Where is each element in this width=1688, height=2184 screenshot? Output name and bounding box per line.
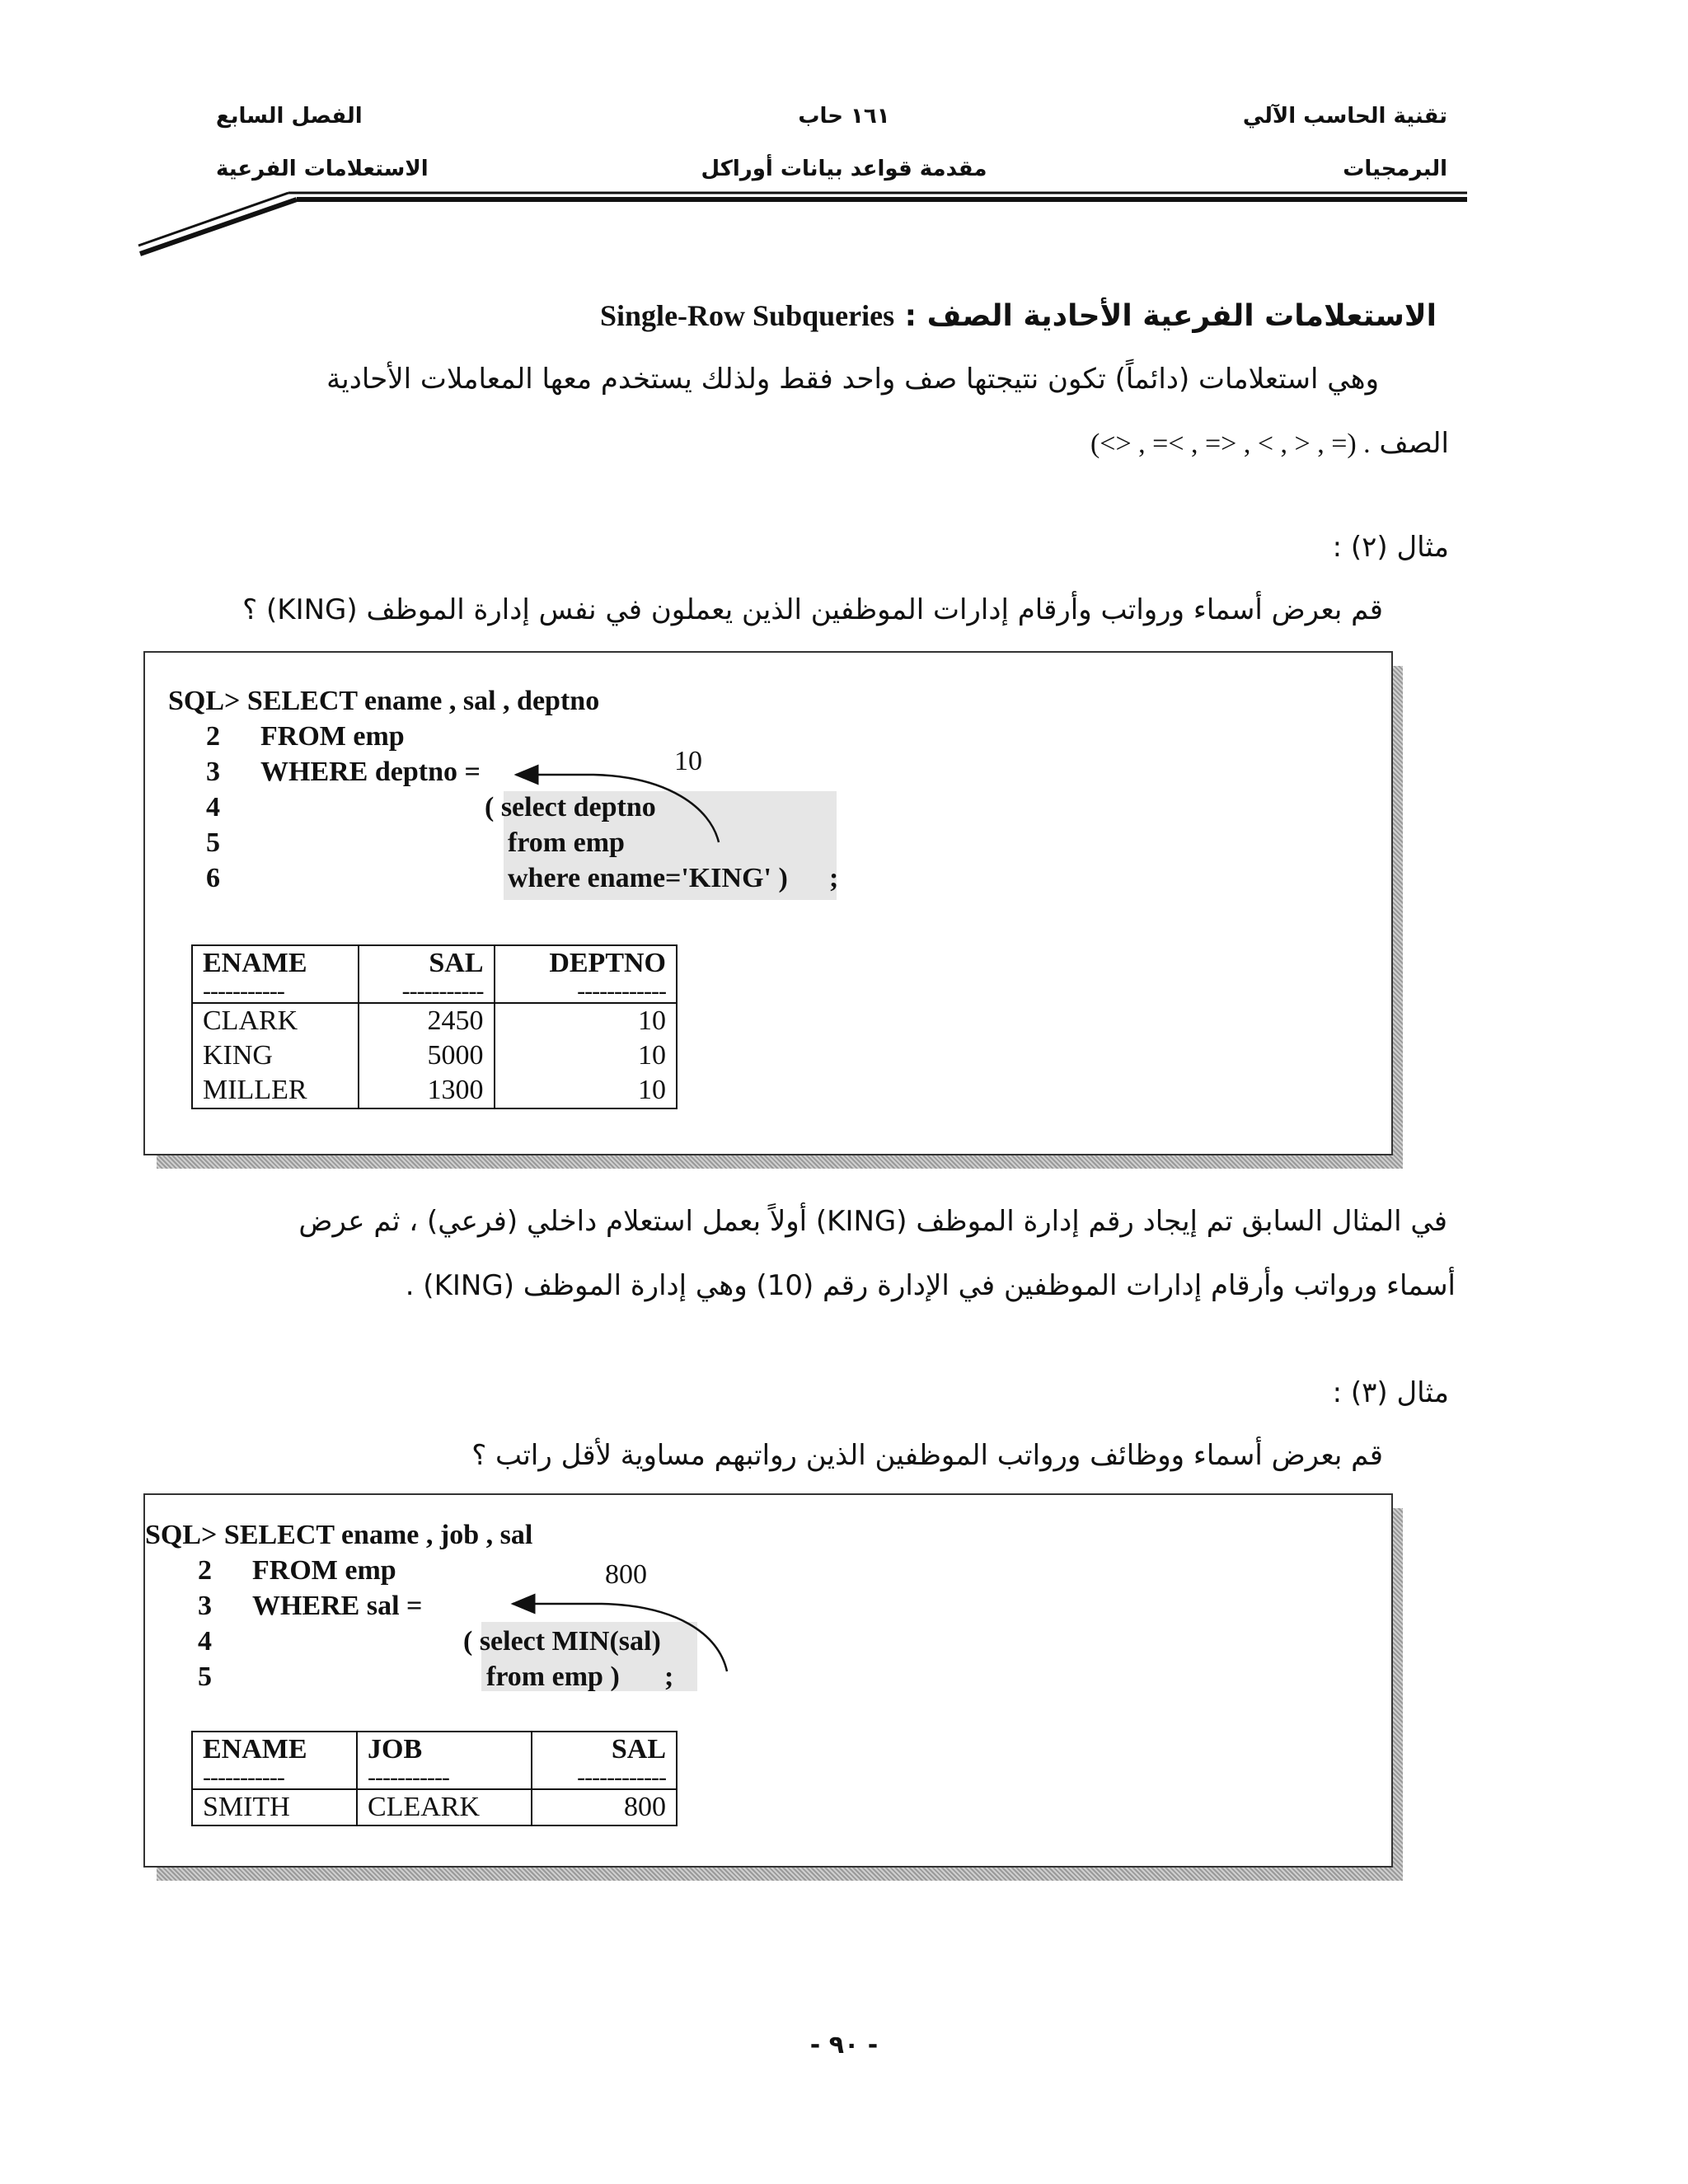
- code-2-num-2: 2: [198, 1555, 212, 1586]
- col-header-ename: ENAME: [192, 945, 359, 981]
- code-2-line-1: SQL> SELECT ename , job , sal: [145, 1520, 533, 1550]
- col-header-sal: SAL: [359, 945, 495, 981]
- code-2-num-5: 5: [198, 1661, 212, 1692]
- example-3-label: مثال (٣) :: [1332, 1376, 1449, 1409]
- code-1-num-3: 3: [206, 757, 220, 787]
- section-title: [600, 298, 1437, 333]
- section-title-en: Single-Row Subqueries: [600, 299, 895, 332]
- code-1-num-5: 5: [206, 827, 220, 858]
- section-title-separator: :: [904, 299, 917, 333]
- intro-operators: (<> , =< , => , < , > , =) .: [1090, 429, 1371, 459]
- col-header-ename: ENAME: [192, 1732, 357, 1767]
- code-1-num-2: 2: [206, 721, 220, 752]
- header-department: البرمجيات: [1343, 157, 1447, 181]
- table-header-row: [192, 945, 677, 981]
- code-2-line-3: WHERE sal =: [252, 1591, 423, 1621]
- code-2-num-4: 4: [198, 1626, 212, 1657]
- code-1-num-4: 4: [206, 792, 220, 823]
- header-chapter: الفصل السابع: [216, 104, 363, 129]
- code-2-line-2: FROM emp: [252, 1555, 396, 1586]
- code-1-line-1: SQL> SELECT ename , sal , deptno: [168, 686, 600, 716]
- dash-cell: -----------: [359, 981, 495, 1003]
- dash-cell: -----------: [192, 1767, 357, 1789]
- code-1-num-6: 6: [206, 863, 220, 893]
- code-2-num-3: 3: [198, 1591, 212, 1621]
- code-2-line-4: ( select MIN(sal): [463, 1626, 661, 1657]
- table-row: [192, 1789, 677, 1825]
- cell-ename: MILLER: [192, 1073, 359, 1108]
- example-3-question: قم بعرض أسماء ووظائف ورواتب الموظفين الذين رواتبهم مساوية لأقل راتب ؟: [471, 1439, 1383, 1472]
- col-header-sal: SAL: [532, 1732, 677, 1767]
- cell-job: CLEARK: [357, 1789, 532, 1825]
- table-dash-row: [192, 1767, 677, 1789]
- cell-ename: CLARK: [192, 1003, 359, 1038]
- result-table-2: [191, 1731, 678, 1826]
- cell-deptno: 10: [495, 1003, 678, 1038]
- cell-sal: 1300: [359, 1073, 495, 1108]
- example-2-label: مثال (٢) :: [1332, 531, 1449, 564]
- col-header-job: JOB: [357, 1732, 532, 1767]
- dash-cell: -----------: [192, 981, 359, 1003]
- code-1-line-6-end: ;: [829, 863, 839, 893]
- result-table-1: [191, 944, 678, 1109]
- dash-cell: ------------: [495, 981, 678, 1003]
- cell-deptno: 10: [495, 1038, 678, 1073]
- table-dash-row: [192, 981, 677, 1003]
- cell-ename: SMITH: [192, 1789, 357, 1825]
- table-row: [192, 1003, 677, 1038]
- col-header-deptno: DEPTNO: [495, 945, 678, 981]
- subquery-1-arrow: [503, 758, 734, 890]
- code-2-line-5: from emp ): [486, 1661, 620, 1692]
- table-row: [192, 1073, 677, 1108]
- table-header-row: [192, 1732, 677, 1767]
- header-course-code: ١٦١ حاب: [798, 104, 890, 129]
- explanation-line-1: في المثال السابق تم إيجاد رقم إدارة الموظف (KING) أولاً بعمل استعلام داخلي (فرعي) ، ثم عرض: [298, 1205, 1447, 1238]
- intro-line-2-text: الصف: [1379, 427, 1449, 460]
- cell-sal: 5000: [359, 1038, 495, 1073]
- page-number: - ٩٠ -: [809, 2031, 879, 2060]
- section-title-ar: الاستعلامات الفرعية الأحادية الصف: [926, 299, 1437, 333]
- code-1-line-5: from emp: [508, 827, 625, 858]
- dash-cell: ------------: [532, 1767, 677, 1789]
- intro-line-2: [1090, 427, 1449, 460]
- dash-cell: -----------: [357, 1767, 532, 1789]
- cell-deptno: 10: [495, 1073, 678, 1108]
- header-book-title: مقدمة قواعد بيانات أوراكل: [701, 157, 987, 181]
- header-chapter-title: الاستعلامات الفرعية: [216, 157, 429, 181]
- code-1-line-6: where ename='KING' ): [508, 863, 788, 893]
- example-2-question: قم بعرض أسماء ورواتب وأرقام إدارات الموظفين الذين يعملون في نفس إدارة الموظف (KING) ؟: [242, 593, 1383, 626]
- subquery-1-result-value: 10: [674, 746, 702, 776]
- cell-sal: 2450: [359, 1003, 495, 1038]
- code-1-line-3: WHERE deptno =: [260, 757, 481, 787]
- code-2-line-5-end: ;: [664, 1661, 674, 1692]
- intro-line-1: وهي استعلامات (دائماً) تكون نتيجتها صف واحد فقط ولذلك يستخدم معها المعاملات الأحادية: [326, 363, 1379, 396]
- explanation-line-2: أسماء ورواتب وأرقام إدارات الموظفين في الإدارة رقم (10) وهي إدارة الموظف (KING) .: [405, 1269, 1456, 1302]
- header-course-title: تقنية الحاسب الآلي: [1242, 104, 1447, 129]
- cell-sal: 800: [532, 1789, 677, 1825]
- cell-ename: KING: [192, 1038, 359, 1073]
- subquery-2-result-value: 800: [605, 1559, 647, 1590]
- code-1-line-2: FROM emp: [260, 721, 405, 752]
- table-row: [192, 1038, 677, 1073]
- subquery-2-arrow: [495, 1591, 742, 1690]
- code-1-line-4: ( select deptno: [485, 792, 656, 823]
- header-rule: [132, 186, 1467, 260]
